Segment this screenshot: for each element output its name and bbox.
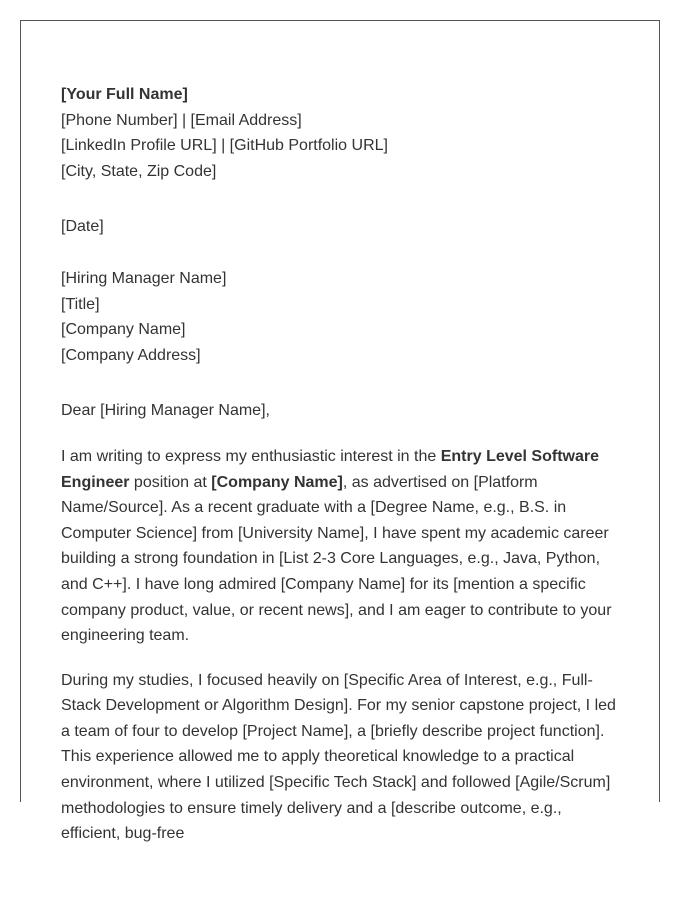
company-name-emphasis: [Company Name]	[211, 473, 343, 491]
recipient-title: [Title]	[61, 295, 100, 313]
sender-name: [Your Full Name]	[61, 86, 188, 103]
paragraph-intro	[61, 444, 621, 649]
sender-block	[61, 82, 621, 184]
sender-links: [LinkedIn Profile URL] | [GitHub Portfolio URL]	[61, 137, 388, 155]
letter-date: [Date]	[61, 218, 104, 236]
paragraph-intro-part3: , as advertised on [Platform Name/Source]. As a recent graduate with a [Degree Name, e.g., B.S. in Computer Science] from [University Name], I have spent my academic career building a strong foundation in [List 2-3 Core Languages, e.g., Java, Python, and C++]. I have long admired [Company Name] for its [mention a specific company product, value, or recent news], and I am eager to contribute to your engineering team.	[61, 473, 612, 645]
letter-page	[20, 20, 660, 843]
salutation: Dear [Hiring Manager Name],	[61, 402, 270, 420]
letter-content	[61, 82, 621, 847]
recipient-name: [Hiring Manager Name]	[61, 269, 227, 287]
recipient-address: [Company Address]	[61, 346, 201, 364]
recipient-block	[61, 266, 621, 368]
paragraph-experience: During my studies, I focused heavily on [Specific Area of Interest, e.g., Full-Stack Development or Algorithm Design]. For my senior capstone project, I led a team of four to develop [Project Name], a [briefly describe project function]. This experience allowed me to apply theoretical knowledge to a practical environment, where I utilized [Specific Tech Stack] and followed [Agile/Scrum] methodologies to ensure timely delivery and a [describe outcome, e.g., efficient, bug-free	[61, 671, 616, 843]
paragraph-intro-part2: position at	[129, 473, 212, 491]
sender-location: [City, State, Zip Code]	[61, 162, 217, 180]
recipient-company: [Company Name]	[61, 321, 186, 339]
paragraph-intro-part1: I am writing to express my enthusiastic interest in the	[61, 447, 441, 465]
sender-contact: [Phone Number] | [Email Address]	[61, 111, 302, 129]
position-title: Entry Level Software Engineer	[61, 447, 599, 491]
